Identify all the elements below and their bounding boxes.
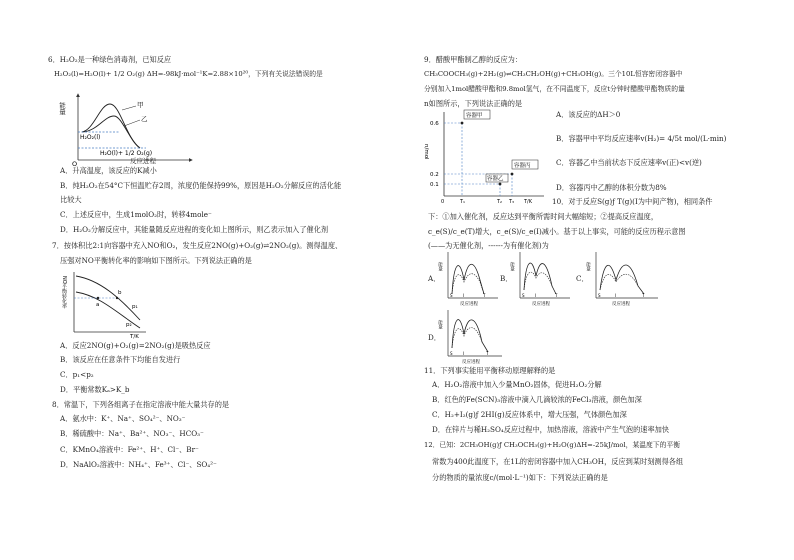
q12-line2: 常数为400此温度下，在1L的密闭容器中加入CH₃OH，反应到某时刻测得各组: [432, 457, 684, 466]
q7-label-a: a: [96, 302, 100, 308]
q7-label-p1: p₁: [132, 304, 138, 310]
q10-d-xlabel: 反应进程: [462, 360, 480, 365]
q9-option-d: D．容器丙中乙醇的体积分数为8%: [556, 183, 667, 192]
q6-stem: 6．H₂O₂是一种绿色消毒剂，已知反应: [48, 55, 172, 64]
q9-stem-line3: 分别加入1mol醋酸甲酯和9.8mol氢气，在不同温度下，反应t分钟时醋酸甲酯物质的量: [424, 85, 685, 93]
q6-line-yi: [124, 120, 140, 126]
q10-b-s: S: [522, 293, 525, 298]
q10-label-b: B．: [500, 274, 513, 283]
q9-label-jia: 容器甲: [466, 113, 483, 119]
q6-option-a: A．升高温度，该反应的K减小: [60, 166, 157, 175]
q7-point-b: [116, 297, 118, 299]
q10-a-s: S: [450, 293, 453, 298]
q10-line4: (——为无催化剂，------为有催化剂)为: [428, 241, 549, 250]
q10-b-xlabel: 反应进程: [532, 302, 550, 307]
q10-c-ylabel: 能量: [585, 262, 591, 271]
q6-ylabel: 能量: [58, 102, 66, 115]
q10-d-ylabel: 能量: [437, 320, 443, 329]
q10-diagram-a: [437, 250, 500, 308]
q7-option-c: C．p₁<p₂: [60, 370, 94, 379]
q11-option-c: C．H₂+I₂(g)ƒ 2HI(g)反应体系中，增大压强，气体颜色加深: [432, 410, 627, 419]
q10-a-i: I: [463, 293, 465, 298]
q10-d-s: S: [450, 351, 453, 356]
q10-line3: c_e(S)/c_e(T)增大，c_e(S)/c_e(I)减小。基于以上事实，可能的反应历程示意图: [428, 227, 686, 236]
q11-stem: 11．下列事实能用平衡移动原理解释的是: [424, 366, 556, 375]
q9-option-b: B．容器甲中平均反应速率v(H₂)= 4/5t mol/(L·min): [556, 134, 727, 143]
q10-c-xlabel: 反应进程: [612, 302, 630, 307]
q9-label-bing: 容器丙: [514, 163, 531, 169]
q11-option-b: B．红色的Fe(SCN)₃溶液中滴入几滴较浓的FeCl₃溶液，颜色加深: [432, 395, 642, 404]
q7-option-a: A．反应2NO(g)+O₂(g)=2NO₂(g)是吸热反应: [60, 341, 211, 350]
q7-option-d: D．平衡常数Kₐ>K_b: [60, 385, 130, 394]
q10-a-xlabel: 反应进程: [460, 302, 478, 307]
q6-option-b-cont: 比较大: [60, 195, 82, 204]
q10-a-t: T: [483, 293, 486, 298]
q7-ylabel: NO平衡转化率: [61, 276, 67, 309]
q9-ytick-0-1: 0.1: [430, 182, 439, 188]
q10-diagram-d: [437, 308, 504, 366]
q9-stem-line2: CH₃COOCH₃(g)+2H₂(g)⇌CH₃CH₂OH(g)+CH₃OH(g)。三个10L恒容密闭容器中: [424, 70, 683, 78]
q7-option-b: B．该反应在任意条件下均能自发进行: [60, 355, 181, 364]
q10-c-i: I: [615, 293, 617, 298]
q11-option-d: D．在锌片与稀H₂SO₄反应过程中，加热溶液，溶液中产生气泡的速率加快: [432, 425, 670, 434]
q6-level-bottom: H₂O(l)+ 1/2 O₂(g): [100, 150, 153, 157]
q10-line1: 10．对于反应S(g)ƒ T(g)(I为中间产物)，相同条件: [552, 197, 713, 206]
q6-option-c: C．上述反应中，生成1molO₂时，转移4mole⁻: [60, 210, 212, 219]
q9-ytick-0-2: 0.2: [430, 172, 439, 178]
q12-line1: 12．已知：2CH₃OH(g)ƒ CH₃OCH₃(g)+H₂O(g)ΔH=-25kJ/mol，某温度下的平衡: [424, 441, 681, 449]
q8-option-a: A．氨水中：K⁺、Na⁺、SO₄²⁻、NO₃⁻: [60, 414, 186, 423]
q10-b-i: I: [535, 293, 537, 298]
q10-b-ylabel: 能量: [509, 262, 515, 271]
q8-stem: 8．常温下，下列各组离子在指定溶液中能大量共存的是: [52, 400, 230, 409]
q9-xtick-t1: T₁: [460, 199, 466, 205]
q6-label-yi: 乙: [141, 115, 148, 123]
q9-ylabel: n/mol: [423, 144, 429, 160]
q8-option-d: D．NaAlO₂溶液中：NH₄⁺、Fe³⁺、Cl⁻、SO₄²⁻: [60, 460, 217, 469]
q9-stem-line4: n如图所示，下列说法正确的是: [424, 99, 523, 108]
q6-curve-jia: [82, 104, 140, 148]
q10-label-a: A．: [428, 274, 441, 283]
q7-conversion-graph: [60, 268, 150, 338]
q10-a-ylabel: 能量: [437, 262, 443, 271]
q9-label-yi: 容器乙: [487, 176, 504, 182]
q9-xtick-0: 0: [441, 199, 445, 205]
q10-line2: 下：①加入催化剂，反应达到平衡所需时间大幅缩短；②提高反应温度，: [428, 212, 659, 221]
q6-line-jia: [122, 106, 136, 110]
q9-point-yi: [499, 183, 502, 186]
q9-xtick-t2: T₂: [497, 199, 503, 205]
q7-point-a: [97, 297, 99, 299]
q10-label-d: D．: [428, 333, 441, 342]
q6-option-b: B．纯H₂O₂在54°C下恒温贮存2周，浓度仍能保持99%，原因是H₂O₂分解反应的活化能: [60, 181, 342, 190]
q7-stem-line2: 压强对NO平衡转化率的影响如下图所示。下列说法正确的是: [60, 256, 252, 265]
q6-label-jia: 甲: [137, 101, 144, 109]
q9-xtick-tk: T/K: [524, 199, 533, 205]
q6-option-d: D．H₂O₂分解反应中，其能量随反应进程的变化如上图所示，则乙表示加入了催化剂: [60, 225, 329, 234]
q10-b-t: T: [555, 293, 558, 298]
q10-c-t: T: [642, 293, 645, 298]
q7-label-p2: p₂: [126, 322, 132, 328]
q10-label-c: C．: [576, 274, 589, 283]
q9-n-graph: [422, 108, 550, 206]
q9-option-a: A．该反应的ΔH＞0: [556, 110, 621, 119]
q9-xtick-t3: T₃: [509, 199, 515, 205]
q9-option-c: C．容器乙中当前状态下反应速率v(正)<v(逆): [556, 158, 702, 167]
q10-d-i: I: [463, 351, 465, 356]
q10-d-t: T: [486, 351, 489, 356]
q6-level-top: H₂O₂(l): [80, 134, 101, 141]
q9-point-bing: [511, 173, 514, 176]
q12-line3: 分的物质的量浓度c/(mol·L⁻¹)如下：下列说法正确的是: [432, 473, 608, 482]
q7-stem-line1: 7．按体积比2:1向容器中充入NO和O₂，发生反应2NO(g)+O₂(g)⇌2NO₂(g)。测得温度、: [52, 241, 343, 250]
q8-option-b: B．稀硫酸中：Na⁺、Ba²⁺、NO₃⁻、HCO₃⁻: [60, 429, 204, 438]
q7-label-b: b: [118, 290, 122, 296]
q6-origin: O: [72, 160, 78, 168]
q9-stem-line1: 9．醋酸甲酯制乙醇的反应为：: [424, 55, 523, 64]
q9-ytick-0-6: 0.6: [430, 121, 439, 127]
q6-equation: H₂O₂(l)=H₂O(l)+ 1/2 O₂(g) ΔH=-98kJ·mol⁻¹K=2.88×10²⁰，下列有关说法错误的是: [54, 70, 323, 78]
q10-c-s: S: [598, 293, 601, 298]
q9-point-jia: [461, 122, 464, 125]
q7-xlabel: T/K: [130, 334, 139, 340]
q10-diagram-b: [509, 250, 572, 308]
q10-diagram-c: [585, 250, 660, 308]
q8-option-c: C．KMnO₄溶液中：Fe²⁺、H⁺、Cl⁻、Br⁻: [60, 445, 199, 454]
q11-option-a: A．H₂O₂溶液中加入少量MnO₂固体，促进H₂O₂分解: [432, 380, 602, 389]
q6-xlabel: 反应进程: [130, 157, 156, 165]
